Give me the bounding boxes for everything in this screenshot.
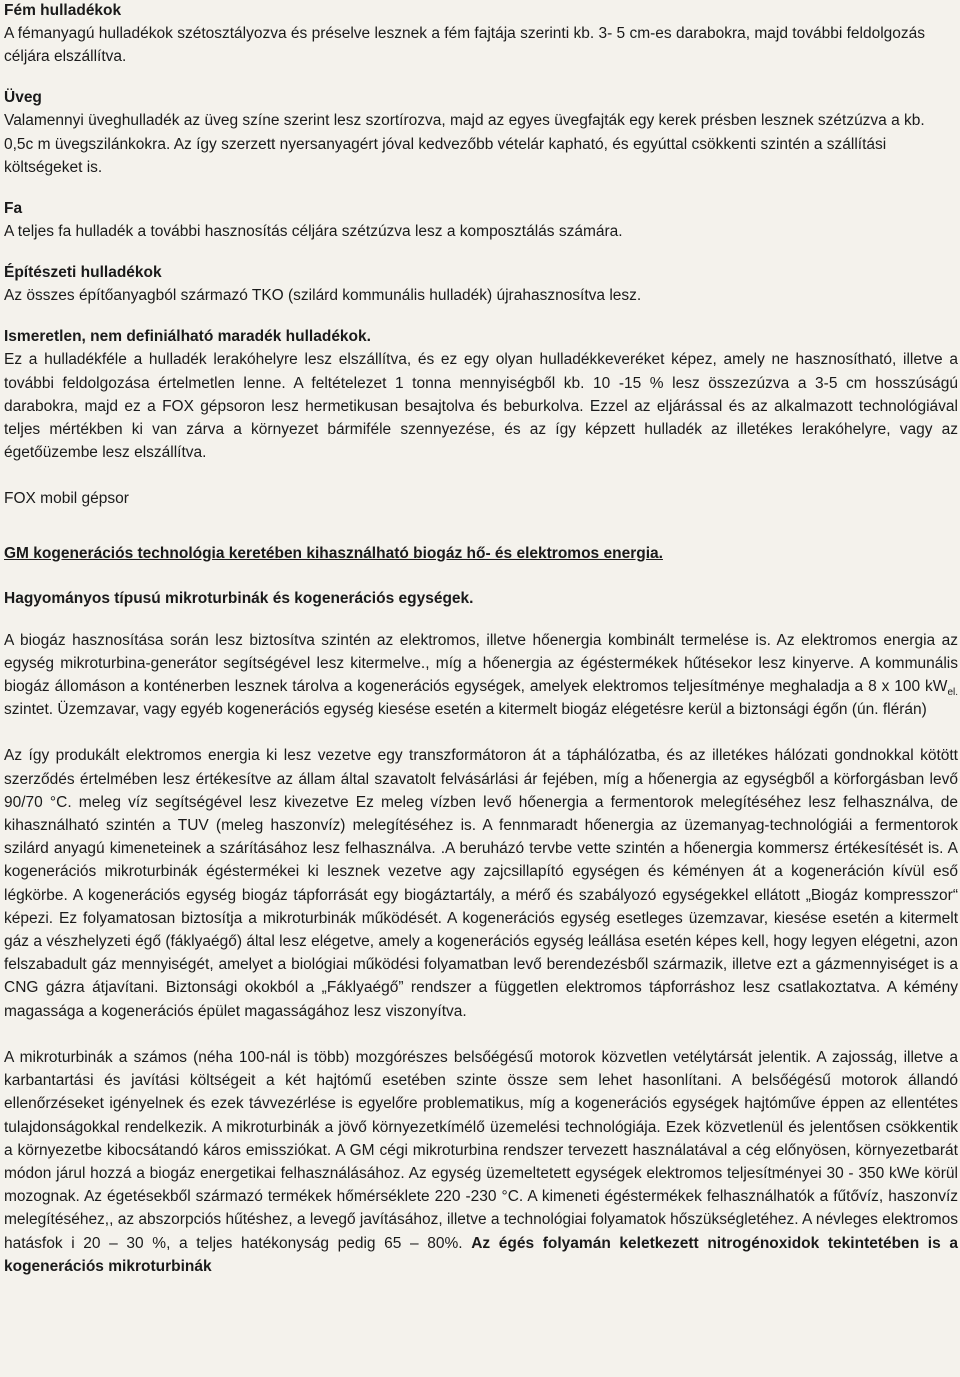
document-page xyxy=(4,0,958,1278)
section-title-uveg: Üveg xyxy=(4,89,42,107)
paragraph-elektromos-energia: Az így produkált elektromos energia ki lesz vezetve egy transzformátoron át a táphálózatba, és az illetékes hálózati gondnokkal kötött szerződés értelmében lesz értékesítve az állam által szavatolt felvásárlási ár fejében, míg a hőenergia az egységből a körforgásban levő 90/70 °C. meleg víz segítségével lesz kivezetve Ez meleg vízben levő hőenergia a fermentorok melegítéséhez lesz felhasználva, de kihasználható szintén a TUV (meleg haszonvíz) melegítéséhez is. A fennmaradt hőenergia az üzemanyag-technológiái a fermentorok szilárd anyagú kimeneteinek a szárításához lesz felhasználva. .A beruházó tervbe vette szintén a hőenergia kommersz értékesítését is. A kogenerációs mikroturbinák égéstermékei ki lesznek vezetve agy zajcsillapító egységen és kéményen át a kogeneráción kívül eső légkörbe. A kogenerációs egység biogáz tápforrását egy biogáztartály, a mérő és szabályozó egységekkel ellátott „Biogáz kompresszor“ képezi. Ez folyamatosan biztosítja a mikroturbinák működését. A kogenerációs egység esetleges üzemzavar, kiesése esetén a kitermelt gáz a vészhelyzeti égő (fáklyaégő) által lesz elégetve, amely a kogenerációs egység leállása esetén képes kell, hogy legyen elégetni, azon felszabadult gáz mennyiségét, amelyet a biológiai működési folyamatban levő berendezésből származik, illetve ezt a gázmennyiséget is a CNG gázra átjavítani. Biztonsági okokból a „Fáklyaégő” rendszer a független elektromos tápforráshoz lesz csatlakoztatva. A kémény magassága a kogenerációs épület magasságához lesz viszonyítva. xyxy=(4,747,958,1020)
unit-subscript-el: el. xyxy=(947,687,958,699)
section-epiteszeti xyxy=(4,262,958,307)
paragraph-mikroturbinak-text: A mikroturbinák a számos (néha 100-nál is több) mozgórészes belsőégésű motorok közvetlen vetélytársát jelentik. A zajosság, illetve a karbantartási és javítási költségeit a két hajtómű esetében szinte össze sem lehet hasonlítani. A belsőégésű motorok állandó ellenőrzéseket igényelnek és ezek távvezérlése is egyelőre problematikus, míg a kogenerációs egységek hajtóműve éppen az ellentétes tulajdonságokkal rendelkezik. A mikroturbinák a jövő környezetkímélő üzemelési technológiája. Ezek közvetlenül és jelentősen csökkentik a környezetbe kibocsátandó káros emissziókat. A GM cégi mikroturbina rendszer tervezett használatával a cég előnyösen, környezetbarát módon járul hozzá a biogáz energetikai felhasználásához. Az egység üzemeltetett egységek elektromos teljesítményei 30 - 350 kWe körül mozognak. Az égetésekből származó termékek hőmérséklete 220 -230 °C. A kimeneti égéstermékek felhasználhatók a fűtővíz, haszonvíz melegítéséhez,, az abszorpciós hűtéshez, a levegő javításához, illetve a technológiai folyamatok hőszükségletéhez. A névleges elektromos hatásfok i 20 – 30 %, a teljes hatékonyság pedig 65 – 80%. xyxy=(4,1048,958,1252)
section-title-epiteszeti: Építészeti hulladékok xyxy=(4,264,162,282)
section-title-ismeretlen: Ismeretlen, nem definiálható maradék hulladékok. xyxy=(4,328,371,346)
section-body-epiteszeti: Az összes építőanyagból származó TKO (szilárd kommunális hulladék) újrahasznosítva lesz. xyxy=(4,287,642,305)
section-fem xyxy=(4,0,958,68)
paragraph-biogaz-part1: A biogáz hasznosítása során lesz biztosítva szintén az elektromos, illetve hőenergia kombinált termelése is. Az elektromos energia az egység mikroturbina-generátor segítségével lesz kitermelve., míg a hőenergia az égéstermékek hűtésekor lesz kinyerve. A kommunális biogáz állomáson a konténerben lesznek tárolva a kogenerációs egységek, amelyek elektromos teljesítménye meghaladja a 8 x 100 kW xyxy=(4,631,958,696)
section-body-fa: A teljes fa hulladék a további hasznosítás céljára szétzúzva lesz a komposztálás számára. xyxy=(4,223,623,241)
section-title-fa: Fa xyxy=(4,200,23,218)
section-body-fem: A fémanyagú hulladékok szétosztályozva és préselve lesznek a fém fajtája szerinti kb. 3- 5 cm-es darabokra, majd további feldolgozás céljára elszállítva. xyxy=(4,25,926,66)
section-body-ismeretlen: Ez a hulladékféle a hulladék lerakóhelyre lesz elszállítva, és ez egy olyan hulladékkeveréket képez, amely ne hasznosítható, illetve a további feldolgozása értelmetlen lenne. A feltételezet 1 tonna mennyiségből kb. 10 -15 % lesz összezúzva a 3-5 cm hosszúságú darabokra, majd ez a FOX gépsoron lesz hermetikusan besajtolva és beburkolva. Ezzel az eljárással és az alkalmazott technológiával teljes mértékben ki van zárva a környezet bármiféle szennyezése, és az így képzett hulladék az illetékes lerakóhelyre, vagy az égetőüzembe lesz elszállítva. xyxy=(4,351,958,462)
section-body-uveg: Valamennyi üveghulladék az üveg színe szerint lesz szortírozva, majd az egyes üvegfajták egy kerek présben lesznek szétzúzva a kb. 0,5c m üvegszilánkokra. Az így szerzett nyersanyagért jóval kedvezőbb vételár kapható, és egyúttal csökkenti szintén a szállítási költségeket is. xyxy=(4,112,925,176)
section-title-fem: Fém hulladékok xyxy=(4,2,122,19)
section-fa xyxy=(4,198,958,243)
fox-caption: FOX mobil gépsor xyxy=(4,490,129,508)
gm-heading: GM kogenerációs technológia keretében kihasználható biogáz hő- és elektromos energia. xyxy=(4,544,663,562)
section-ismeretlen xyxy=(4,326,958,464)
paragraph-mikroturbinak xyxy=(4,1046,958,1278)
paragraph-mikroturbinak-bold: Az égés folyamán keletkezett nitrogénoxidok tekintetében is a kogenerációs mikroturbinák xyxy=(4,1234,958,1275)
paragraph-biogaz-part2: szintet. Üzemzavar, vagy egyéb kogenerációs egység kiesése esetén a kitermelt biogáz elégetésre kerül a biztonsági égőn (ún. flérán) xyxy=(4,701,927,719)
paragraph-biogaz-hasznositas xyxy=(4,629,958,722)
hagyomanyos-heading: Hagyományos típusú mikroturbinák és kogenerációs egységek. xyxy=(4,589,474,607)
section-uveg xyxy=(4,87,958,179)
